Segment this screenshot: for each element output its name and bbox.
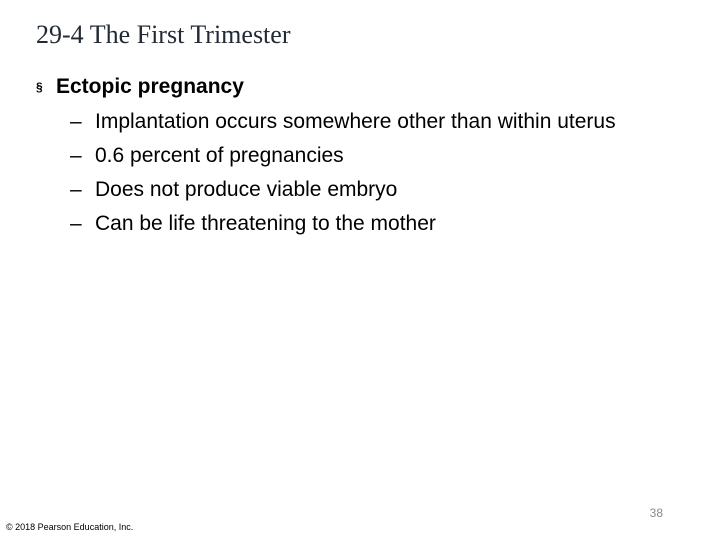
main-bullet [36,72,676,102]
page-number: 38 [649,506,663,520]
dash-icon: – [70,178,82,201]
sub-bullet-text: 0.6 percent of pregnancies [95,144,344,167]
sub-bullet-text: Does not produce viable embryo [95,178,398,201]
slide-title: 29-4 The First Trimester [36,20,291,49]
dash-icon: – [70,110,82,133]
sub-bullet-item [70,177,676,203]
sub-bullet-text: Can be life threatening to the mother [95,212,436,235]
sub-bullet-item [70,211,676,237]
sub-bullet-text: Implantation occurs somewhere other than within uterus [95,110,616,133]
slide-content [36,72,676,237]
sub-bullet-list [36,109,676,237]
sub-bullet-item [70,109,676,135]
dash-icon: – [70,144,82,167]
bullet-marker-icon: § [36,80,43,94]
sub-bullet-item [70,143,676,169]
copyright-notice: © 2018 Pearson Education, Inc. [6,522,134,532]
main-bullet-text: Ectopic pregnancy [56,75,244,98]
dash-icon: – [70,212,82,235]
